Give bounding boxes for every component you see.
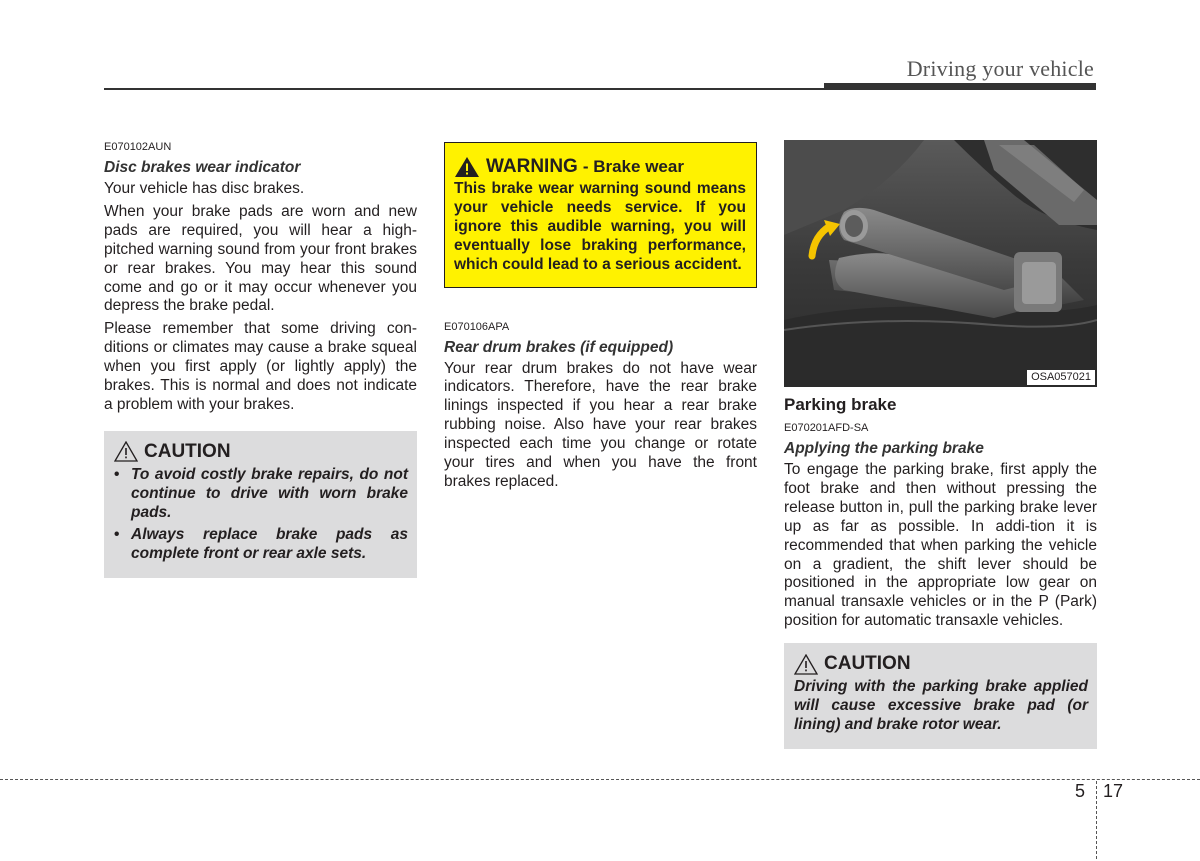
parking-brake-photo bbox=[784, 140, 1097, 387]
caution-triangle-icon bbox=[114, 441, 138, 462]
warning-heading bbox=[454, 155, 746, 179]
photo-code-label: OSA057021 bbox=[1027, 370, 1095, 385]
caution-bullet-text: Always replace brake pads as complete front or rear axle sets. bbox=[131, 525, 408, 562]
caution-heading bbox=[794, 652, 1088, 676]
page-number: 17 bbox=[1103, 781, 1124, 801]
subheading-disc-brakes: Disc brakes wear indicator bbox=[104, 159, 301, 176]
footer-rule bbox=[0, 779, 1200, 780]
column-parking-brake bbox=[784, 140, 1097, 749]
section-code: E070106APA bbox=[444, 320, 510, 333]
caution-title: CAUTION bbox=[824, 653, 911, 675]
chapter-number: 5 bbox=[1075, 781, 1086, 801]
paragraph: To engage the parking brake, first apply the foot brake and then without pressing the release button in, pull the parking brake lever up as far as possible. In addi-tion it is recommended that when parking the vehicle on a gradient, the shift lever should be positioned in the appropriate low gear on manual transaxle vehicles or in the P (Park) position for automatic transaxle vehicles. bbox=[784, 461, 1097, 630]
warning-subtitle: - Brake wear bbox=[582, 157, 684, 176]
caution-title: CAUTION bbox=[144, 440, 231, 462]
caution-box-parking-brake bbox=[784, 643, 1097, 749]
warning-box-brake-wear bbox=[444, 142, 757, 288]
caution-box-brake-pads bbox=[104, 431, 417, 579]
paragraph: Your vehicle has disc brakes. bbox=[104, 180, 305, 197]
warning-title: WARNING bbox=[486, 156, 578, 177]
section-code: E070102AUN bbox=[104, 141, 172, 153]
running-header-title: Driving your vehicle bbox=[906, 56, 1094, 81]
caution-bullet bbox=[114, 466, 408, 523]
warning-triangle-icon bbox=[454, 156, 480, 178]
bullet-dot: • bbox=[114, 525, 120, 543]
paragraph: Please remember that some driving con-ditions or climates may cause a brake squeal when you first apply (or lightly apply) the brakes. This is normal and does not indicate a problem with your brakes. bbox=[104, 320, 417, 413]
subheading-applying-parking-brake: Applying the parking brake bbox=[784, 440, 984, 457]
caution-bullet-text: To avoid costly brake repairs, do not continue to drive with worn brake pads. bbox=[131, 465, 408, 521]
warning-text: This brake wear warning sound means your vehicle needs service. If you ignore this audible warning, you will eventually lose braking performance, which could lead to a serious accident. bbox=[454, 180, 746, 273]
column-disc-brakes bbox=[104, 140, 417, 578]
header-rule bbox=[104, 88, 824, 90]
bullet-dot: • bbox=[114, 465, 120, 483]
parking-brake-illustration bbox=[784, 140, 1097, 387]
paragraph: When your brake pads are worn and new pads are required, you will hear a high-pitched warning sound from your front brakes or rear brakes. You may hear this sound come and go or it may occur whenever you depress the brake pedal. bbox=[104, 202, 417, 315]
caution-bullet bbox=[114, 526, 408, 564]
footer-divider bbox=[1096, 781, 1097, 859]
subheading-rear-drum-brakes: Rear drum brakes (if equipped) bbox=[444, 338, 674, 356]
caution-heading bbox=[114, 440, 408, 464]
caution-triangle-icon bbox=[794, 654, 818, 675]
paragraph: Your rear drum brakes do not have wear indicators. Therefore, have the rear brake linings inspected if you hear a rear brake rubbing noise. Also have your rear brakes inspected each time you change or rotate your tires and when you have the front brakes replaced. bbox=[444, 359, 757, 490]
section-heading-parking-brake: Parking brake bbox=[784, 395, 897, 414]
header-rule-accent bbox=[824, 83, 1096, 90]
section-code: E070201AFD-SA bbox=[784, 422, 869, 434]
caution-text: Driving with the parking brake applied will cause excessive brake pad (or lining) and brake rotor wear. bbox=[794, 678, 1088, 733]
column-drum-brakes bbox=[444, 140, 757, 496]
